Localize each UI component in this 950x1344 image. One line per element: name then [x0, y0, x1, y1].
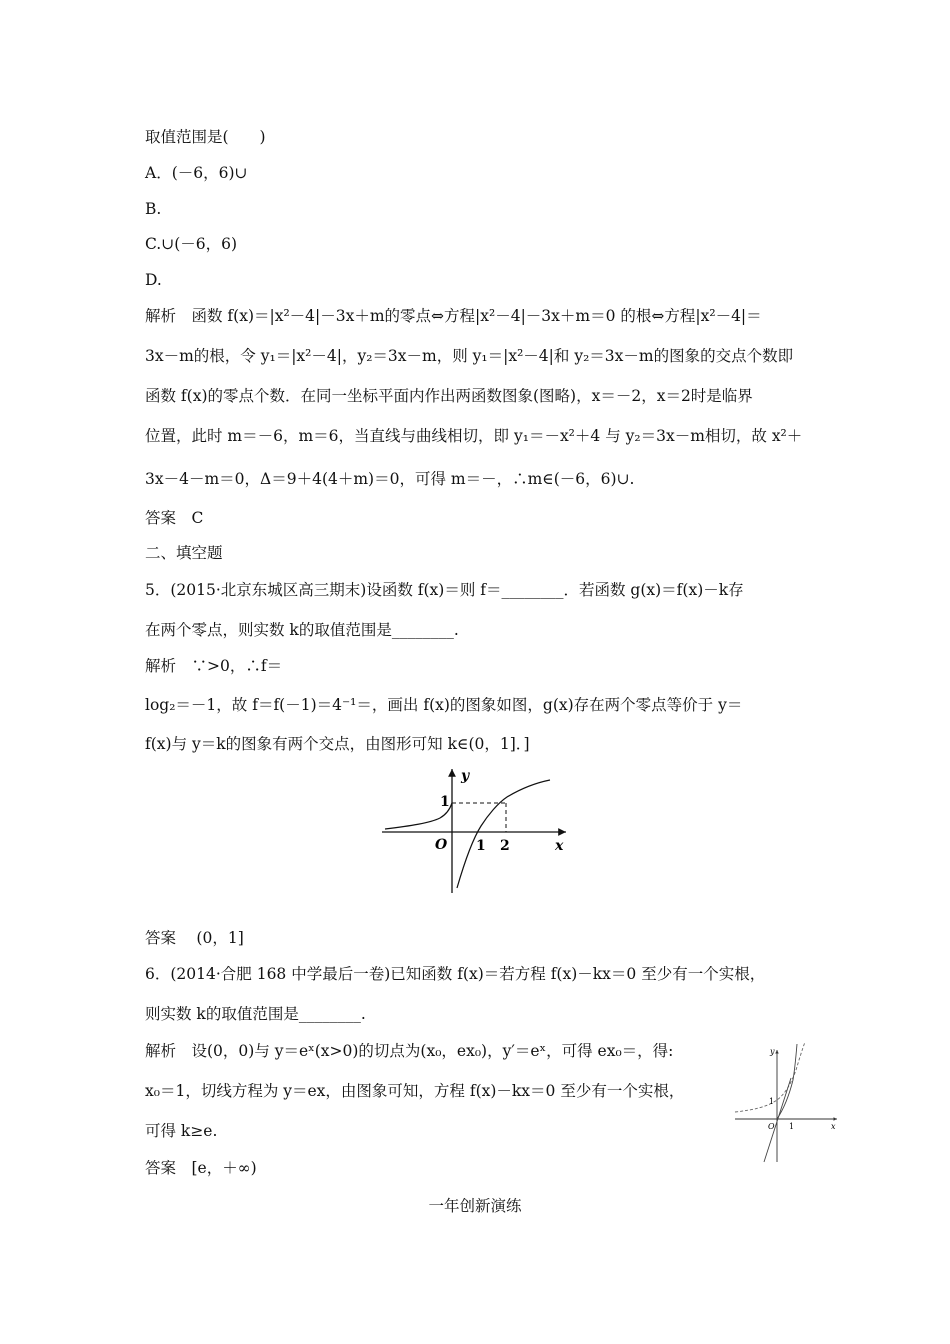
option-b: B. — [145, 200, 162, 218]
origin-label: O — [768, 1122, 775, 1131]
tick-y1: 1 — [440, 794, 450, 810]
question-6-line-2: 则实数 k的取值范围是________. — [145, 1005, 366, 1023]
analysis-6-line-2: x₀＝1，切线方程为 y＝ex，由图象可知，方程 f(x)－kx＝0 至少有一个实根， — [145, 1082, 685, 1100]
analysis-6-line-1: 解析 设(0，0)与 y＝eˣ(x>0)的切点为(x₀，ex₀)，y′＝eˣ，可得 ex₀＝，得: — [145, 1042, 674, 1060]
analysis-line-3: 函数 f(x)的零点个数．在同一坐标平面内作出两函数图象(图略)，x＝－2，x＝2时是临界 — [145, 387, 753, 405]
question-5-line-1: 5．(2015·北京东城区高三期末)设函数 f(x)＝则 f＝________．若函数 g(x)＝f(x)－k存 — [145, 581, 744, 599]
answer-5: 答案 (0，1] — [145, 929, 244, 947]
analysis-5-line-2: log₂＝－1，故 f＝f(－1)＝4⁻¹＝，画出 f(x)的图象如图，g(x)存在两个零点等价于 y＝ — [145, 696, 743, 714]
answer-6: 答案 [e，＋∞) — [145, 1159, 257, 1177]
right-curve — [457, 780, 550, 888]
figure-2-graph — [733, 1040, 843, 1165]
option-a: A．(－6，6)∪ — [145, 164, 248, 182]
tangent-line — [764, 1078, 791, 1162]
x-label: x — [555, 838, 564, 854]
footer-heading: 一年创新演练 — [428, 1197, 522, 1215]
answer-4: 答案 C — [145, 509, 204, 527]
analysis-line-1: 解析 函数 f(x)＝|x²－4|－3x＋m的零点⇔方程|x²－4|－3x＋m＝0 的根⇔方程|x²－4|＝ — [145, 307, 762, 325]
option-c: C.∪(－6，6) — [145, 235, 238, 253]
tick-x1: 1 — [789, 1122, 795, 1131]
figure-1-graph — [380, 765, 570, 897]
analysis-line-2: 3x－m的根，令 y₁＝|x²－4|，y₂＝3x－m，则 y₁＝|x²－4|和 y₂＝3x－m的图象的交点个数即 — [145, 347, 794, 365]
analysis-5-line-1: 解析 ∵>0，∴f＝ — [145, 657, 283, 675]
analysis-line-5: 3x－4－m＝0，Δ＝9＋4(4＋m)＝0，可得 m＝－，∴m∈(－6，6)∪. — [145, 470, 635, 488]
solid-curve — [777, 1044, 797, 1119]
question-5-line-2: 在两个零点，则实数 k的取值范围是________. — [145, 621, 459, 639]
x-label: x — [831, 1122, 836, 1131]
tick-x2: 2 — [500, 838, 510, 854]
analysis-line-4: 位置，此时 m＝－6，m＝6，当直线与曲线相切，即 y₁＝－x²＋4 与 y₂＝3x－m相切，故 x²＋ — [145, 427, 803, 445]
analysis-5-line-3: f(x)与 y＝k的图象有两个交点，由图形可知 k∈(0，1]．] — [145, 735, 530, 753]
y-label: y — [770, 1047, 775, 1056]
option-d: D. — [145, 271, 162, 289]
origin-label: O — [435, 837, 448, 853]
text-line-1: 取值范围是( ) — [145, 128, 266, 146]
question-6-line-1: 6．(2014·合肥 168 中学最后一卷)已知函数 f(x)＝若方程 f(x)－kx＝0 至少有一个实根， — [145, 965, 766, 983]
section-heading: 二、填空题 — [145, 544, 223, 562]
tick-x1: 1 — [476, 838, 486, 854]
analysis-6-line-3: 可得 k≥e. — [145, 1122, 218, 1140]
tick-y1: 1 — [769, 1097, 775, 1106]
y-label: y — [461, 768, 470, 784]
